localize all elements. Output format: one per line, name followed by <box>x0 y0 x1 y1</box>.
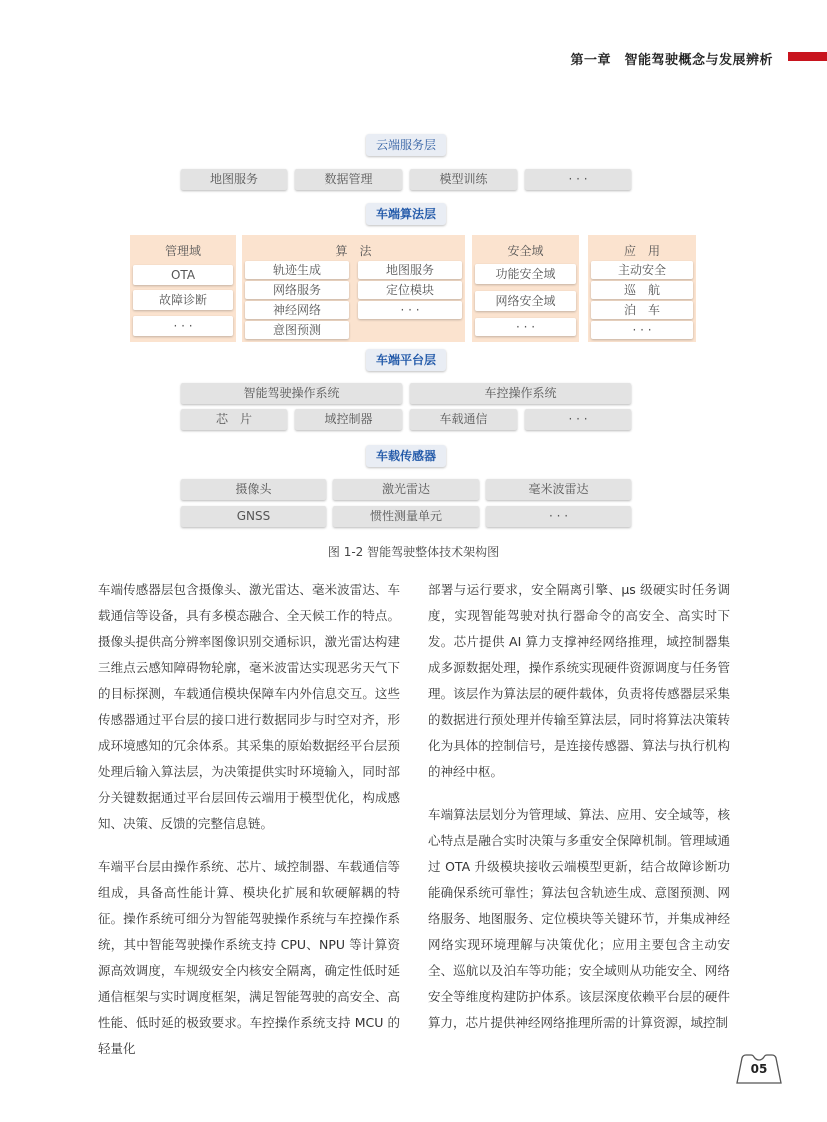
algorithm-item: 地图服务 <box>358 261 462 279</box>
right-column <box>428 577 730 1053</box>
paragraph: 部署与运行要求，安全隔离引擎、μs 级硬实时任务调度，实现智能驾驶对执行器命令的高安全、高实时下发。芯片提供 AI 算力支撑神经网络推理，域控制器集成多源数据处理，操作系统实现硬件资源调度与任务管理。该层作为算法层的硬件载体，负责将传感器层采集的数据进行预处理并传输至算法层，同时将算法决策转化为具体的控制信号，是连接传感器、算法与执行机构的神经中枢。 <box>428 582 730 779</box>
platform-item-more: · · · <box>525 409 631 430</box>
application-item: 巡 航 <box>591 281 693 299</box>
application-item-more: · · · <box>591 321 693 339</box>
security-item-more: · · · <box>475 318 576 336</box>
cloud-item: 数据管理 <box>295 169 402 190</box>
cloud-item: 模型训练 <box>410 169 517 190</box>
algorithm-item: 网络服务 <box>245 281 349 299</box>
algo-layer-title: 车端算法层 <box>366 203 446 225</box>
security-item: 功能安全域 <box>475 264 576 284</box>
algorithm-item: 轨迹生成 <box>245 261 349 279</box>
sensor-item: 惯性测量单元 <box>333 506 479 527</box>
security-item: 网络安全域 <box>475 291 576 311</box>
cloud-layer-title: 云端服务层 <box>366 134 446 156</box>
platform-layer-title: 车端平台层 <box>366 349 446 371</box>
platform-item: 域控制器 <box>295 409 402 430</box>
application-item: 泊 车 <box>591 301 693 319</box>
sensor-layer-title: 车载传感器 <box>366 445 446 467</box>
sensor-item-more: · · · <box>486 506 631 527</box>
cloud-item: 地图服务 <box>181 169 287 190</box>
left-column <box>98 577 400 1079</box>
management-domain-label: 管理域 <box>164 244 201 258</box>
application-item: 主动安全 <box>591 261 693 279</box>
paragraph: 车端平台层由操作系统、芯片、域控制器、车载通信等组成，具备高性能计算、模块化扩展和软硬解耦的特征。操作系统可细分为智能驾驶操作系统与车控操作系统，其中智能驾驶操作系统支持 CPU、NPU 等计算资源高效调度，车规级安全内核安全隔离，确定性低时延通信框架与实时调度框架，满足智能驾驶的高安全、高性能、低时延的极致要求。车控操作系统支持 MCU 的轻量化 <box>98 859 400 1056</box>
paragraph: 车端算法层划分为管理域、算法、应用、安全域等，核心特点是融合实时决策与多重安全保障机制。管理域通过 OTA 升级模块接收云端模型更新，结合故障诊断功能确保系统可靠性；算法包含轨迹生成、意图预测、网络服务、地图服务、定位模块等关键环节，并集成神经网络实现环境理解与决策优化；应用主要包含主动安全、巡航以及泊车等功能；安全域则从功能安全、网络安全等维度构建防护体系。该层深度依赖平台层的硬件算力，芯片提供神经网络推理所需的计算资源，域控制 <box>428 807 730 1030</box>
algorithm-item: 定位模块 <box>358 281 462 299</box>
chapter-accent-bar <box>788 52 827 61</box>
platform-item: 芯 片 <box>181 409 287 430</box>
algorithm-item-more: · · · <box>358 301 462 319</box>
cloud-item-more: · · · <box>525 169 631 190</box>
algorithm-item: 神经网络 <box>245 301 349 319</box>
page-number: 05 <box>750 1062 768 1076</box>
sensor-item: 毫米波雷达 <box>486 479 631 500</box>
paragraph: 车端传感器层包含摄像头、激光雷达、毫米波雷达、车载通信等设备，具有多模态融合、全天候工作的特点。摄像头提供高分辨率图像识别交通标识，激光雷达构建三维点云感知障碍物轮廓，毫米波雷达实现恶劣天气下的目标探测，车载通信模块保障车内外信息交互。这些传感器通过平台层的接口进行数据同步与时空对齐，形成环境感知的冗余体系。其采集的原始数据经平台层预处理后输入算法层，为决策提供实时环境输入，同时部分关键数据通过平台层回传云端用于模型优化，构成感知、决策、反馈的完整信息链。 <box>98 582 400 831</box>
sensor-item: GNSS <box>181 506 326 527</box>
management-item-more: · · · <box>133 316 233 336</box>
platform-item: 车载通信 <box>410 409 517 430</box>
management-item: 故障诊断 <box>133 290 233 310</box>
sensor-item: 摄像头 <box>181 479 326 500</box>
security-domain-label: 安全域 <box>507 244 544 258</box>
management-item: OTA <box>133 265 233 285</box>
chapter-title: 第一章 智能驾驶概念与发展辨析 <box>570 53 773 68</box>
figure-caption: 图 1-2 智能驾驶整体技术架构图 <box>327 545 500 559</box>
algorithm-item: 意图预测 <box>245 321 349 339</box>
platform-os: 智能驾驶操作系统 <box>181 383 402 404</box>
platform-os: 车控操作系统 <box>410 383 631 404</box>
sensor-item: 激光雷达 <box>333 479 479 500</box>
application-label: 应 用 <box>623 244 660 258</box>
algorithm-label: 算 法 <box>335 244 372 258</box>
